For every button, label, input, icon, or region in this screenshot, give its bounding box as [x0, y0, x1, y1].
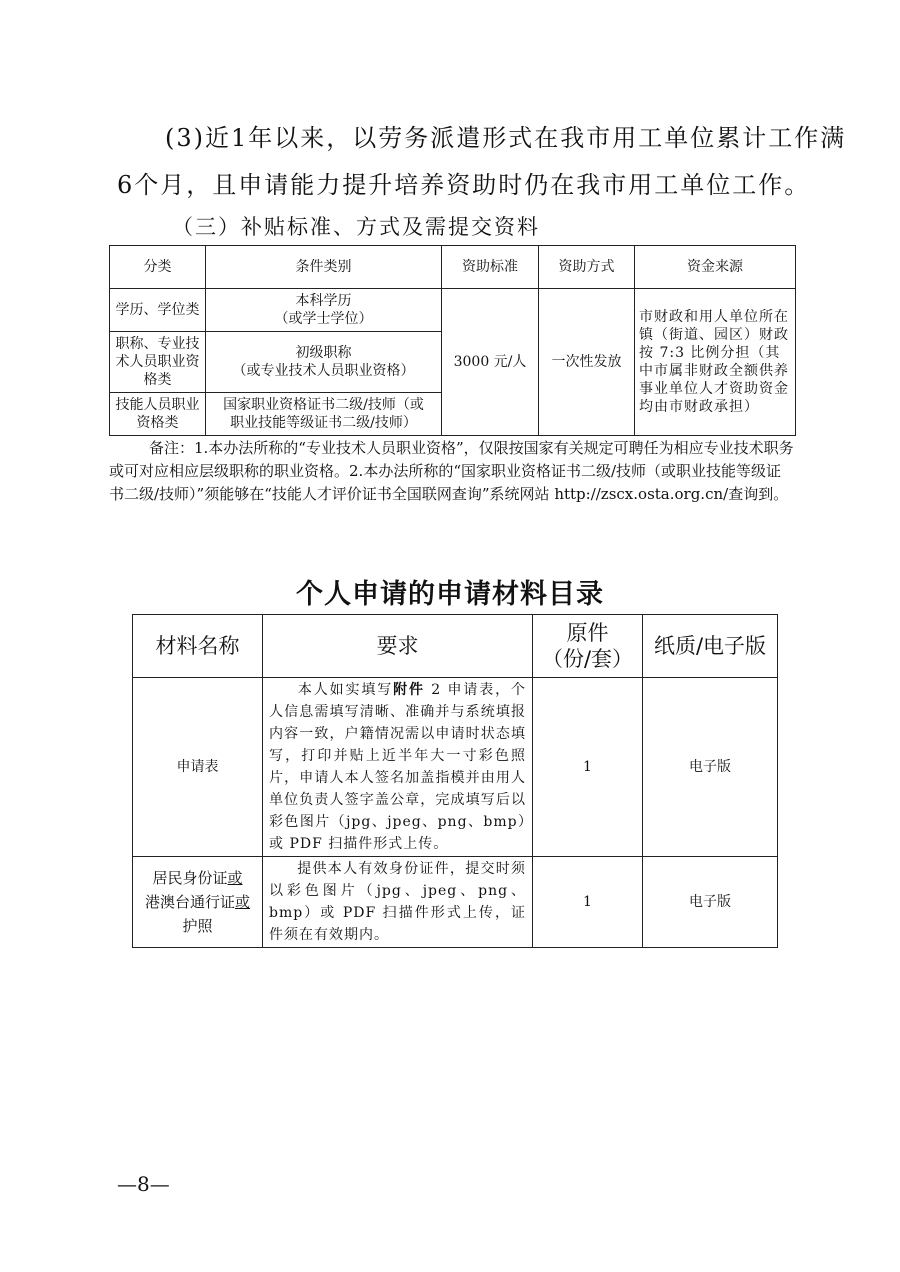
condition-line: 初级职称 — [295, 345, 352, 361]
material-name-or: 或 — [235, 893, 251, 911]
copies-cell: 1 — [533, 678, 643, 857]
source-cell: 市财政和用人单位所在镇（街道、园区）财政按 7:3 比例分担（其中市属非财政全额供养事业单位人才资助资金均由市财政承担） — [635, 289, 796, 436]
table-row — [133, 857, 778, 948]
requirement-text: 2 申请表，个人信息需填写清晰、准确并与系统填报内容一致，户籍情况需以申请时状态填写，打印并贴上近半年大一寸彩色照片，申请人本人签名加盖指模并由用人单位负责人签字盖公章，完成填写后以彩色图片（jpg、jpeg、png、bmp）或 PDF 扫描件形式上传。 — [269, 682, 527, 852]
header-category: 分类 — [110, 246, 206, 289]
header-format: 纸质/电子版 — [643, 615, 778, 678]
category-cell: 职称、专业技术人员职业资格类 — [110, 332, 206, 393]
condition-line: 职业技能等级证书二级/技师） — [230, 415, 417, 431]
page-number: —8— — [117, 1172, 170, 1196]
header-standard: 资助标准 — [442, 246, 539, 289]
material-name-part: 护照 — [182, 917, 213, 935]
table-row — [133, 678, 778, 857]
material-name-cell — [133, 857, 263, 948]
method-cell: 一次性发放 — [539, 289, 635, 436]
condition-line: （或学士学位） — [274, 311, 373, 327]
table-note: 备注：1.本办法所称的“专业技术人员职业资格”，仅限按国家有关规定可聘任为相应专业技术职务或可对应相应层级职称的职业资格。2.本办法所称的“国家职业资格证书二级/技师（或职业技能等级证书二级/技师）”须能够在“技能人才评价证书全国联网查询”系统网站 http://zscx.osta.org.cn/查询到。 — [109, 439, 794, 503]
header-material-name: 材料名称 — [133, 615, 263, 678]
condition-line: 国家职业资格证书二级/技师（或 — [223, 397, 424, 413]
condition-cell — [206, 332, 442, 393]
requirement-text: 本人如实填写 — [297, 682, 394, 698]
requirement-text: 提供本人有效身份证件，提交时须以彩色图片（jpg、jpeg、png、bmp）或 PDF 扫描件形式上传，证件须在有效期内。 — [269, 861, 526, 943]
category-cell: 学历、学位类 — [110, 289, 206, 332]
material-name-part: 居民身份证 — [152, 869, 228, 887]
attachment-label: 附件 — [393, 682, 425, 698]
format-cell: 电子版 — [643, 678, 778, 857]
subsidy-table — [109, 245, 796, 436]
header-copies-line: （份/套） — [541, 647, 634, 671]
condition-cell — [206, 393, 442, 436]
condition-line: （或专业技术人员职业资格） — [232, 363, 415, 379]
condition-line: 本科学历 — [295, 293, 352, 309]
header-copies-line: 原件 — [566, 621, 609, 645]
header-method: 资助方式 — [539, 246, 635, 289]
header-requirement: 要求 — [263, 615, 533, 678]
material-name-or: 或 — [227, 869, 243, 887]
standard-cell: 3000 元/人 — [442, 289, 539, 436]
format-cell: 电子版 — [643, 857, 778, 948]
header-condition: 条件类别 — [206, 246, 442, 289]
category-cell: 技能人员职业资格类 — [110, 393, 206, 436]
copies-cell: 1 — [533, 857, 643, 948]
paragraph-line-2: 6个月，且申请能力提升培养资助时仍在我市用工单位工作。 — [117, 171, 811, 199]
header-source: 资金来源 — [635, 246, 796, 289]
materials-title: 个人申请的申请材料目录 — [296, 579, 604, 610]
material-name-cell: 申请表 — [133, 678, 263, 857]
requirement-cell — [263, 678, 533, 857]
materials-table — [132, 614, 778, 948]
section-heading: （三）补贴标准、方式及需提交资料 — [172, 215, 540, 239]
header-copies — [533, 615, 643, 678]
requirement-cell — [263, 857, 533, 948]
table-header-row — [133, 615, 778, 678]
condition-cell — [206, 289, 442, 332]
material-name-part: 港澳台通行证 — [144, 893, 235, 911]
table-header-row — [110, 246, 796, 289]
table-row — [110, 289, 796, 332]
paragraph-line-1: (3)近1年以来，以劳务派遣形式在我市用工单位累计工作满 — [165, 124, 847, 152]
